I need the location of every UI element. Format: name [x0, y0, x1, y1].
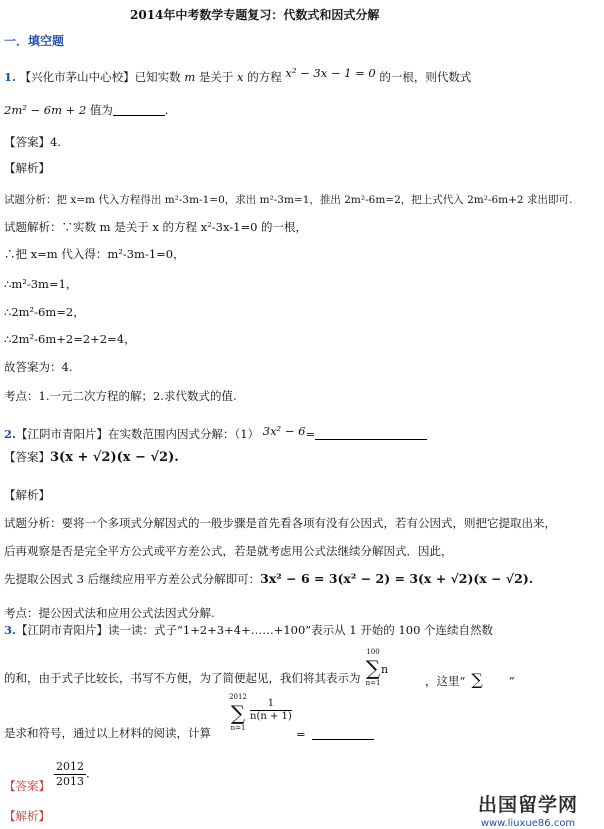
q1-line-1: 试题解析：∵实数 m 是关于 x 的方程 x²-3x-1=0 的一根，: [4, 220, 308, 234]
q2-answer: [4, 449, 179, 465]
q2-line-1: 试题分析：要将一个多项式分解因式的一般步骤是首先看各项有没有公因式，若有公因式，则把它提取出来，: [4, 516, 556, 530]
q3-sigma-inline: ∑: [471, 670, 483, 689]
q2-answer-blank: [315, 427, 427, 440]
q1-stem-e: 值为: [89, 103, 113, 117]
q1-number: 1.: [4, 70, 17, 84]
q1-stem-a: 已知实数: [134, 70, 181, 84]
q3-equals: =: [296, 727, 306, 741]
q2-stem: [4, 424, 427, 442]
q1-expression: 2m² − 6m + 2: [4, 103, 87, 117]
q3-answer-num: 2012: [56, 760, 84, 773]
q1-answer: 【答案】4.: [4, 135, 61, 149]
q3-number: 3.: [4, 623, 17, 637]
q2-source: 【江阴市青阳片】: [16, 427, 109, 441]
watermark-url: www.liuxue86.com: [480, 818, 576, 829]
q3-line-2-tail: [425, 670, 515, 689]
q3-line-2a: 的和，由于式子比较长，书写不方便，为了简便起见，我们将其表示为: [4, 671, 361, 685]
q3-answer-den: 2013: [56, 775, 84, 788]
q3-sum2-symbol: ∑: [230, 701, 246, 725]
q3-analysis-head: 【解析】: [4, 809, 50, 823]
q2-line-3b: 3x² − 6 = 3(x² − 2) = 3(x + √2)(x − √2).: [260, 571, 534, 586]
q3-sum2-bottom: n=1: [230, 724, 246, 732]
q3-sum-bottom: n=1: [365, 679, 381, 687]
q3-line-1: [4, 622, 493, 638]
q3-answer-end: .: [86, 766, 90, 781]
q3-line-2: [4, 670, 361, 686]
q3-answer-blank: [312, 727, 374, 740]
q1-stem-line1: [4, 66, 471, 85]
q1-stem-b: 是关于: [198, 70, 234, 84]
q1-stem-c: 的方程: [247, 70, 282, 84]
watermark-cn: 出国留学网: [478, 794, 579, 816]
q3-line-3: 是求和符号，通过以上材料的阅读，计算: [4, 726, 211, 740]
q2-equals: =: [305, 427, 316, 441]
q2-line-2: 后再观察是否是完全平方公式或平方差公式，若是就考虑用公式法继续分解因式．因此，: [4, 544, 453, 558]
q3-line-2d: ”: [508, 674, 515, 688]
q3-answer-frac: [54, 760, 86, 789]
q2-line-3: [4, 571, 533, 587]
q3-line-2b: ，这里“: [425, 674, 466, 688]
q1-line-7: 考点：1.一元二次方程的解；2.求代数式的值.: [4, 389, 237, 403]
q1-var-m: m: [184, 70, 196, 84]
q3-answer-label: 【答案】: [4, 779, 50, 793]
q3-frac-num: 1: [250, 698, 292, 711]
q2-answer-label: 【答案】: [4, 450, 50, 464]
q3-sum-notation: [363, 647, 383, 689]
q3-sum-var: n: [381, 663, 389, 676]
q1-line-3: ∴m²-3m=1，: [4, 277, 78, 291]
q1-line-4: ∴2m²-6m=2，: [4, 305, 85, 319]
section-heading: 一．填空题: [4, 34, 65, 48]
q1-line-2: ∴把 x=m 代入得：m²-3m-1=0，: [4, 247, 185, 261]
q1-line-0: 试题分析：把 x=m 代入方程得出 m²-3m-1=0，求出 m²-3m=1，推出 2m²-6m=2，把上式代入 2m²-6m+2 求出即可.: [4, 194, 573, 206]
q2-expression: 3x² − 6: [262, 424, 306, 438]
q1-line-5: ∴2m²-6m+2=2+2=4，: [4, 332, 136, 346]
q3-sum-symbol: ∑: [365, 656, 381, 680]
q3-answer: [4, 778, 50, 794]
q1-line-6: 故答案为：4.: [4, 360, 73, 374]
q2-analysis-head: 【解析】: [4, 488, 50, 502]
q3-source: 【江阴市青阳片】: [16, 623, 109, 637]
q3-frac: [250, 698, 292, 723]
q1-var-x: x: [237, 70, 244, 84]
q1-stem-d: 的一根，则代数式: [379, 70, 472, 84]
q1-source: 【兴化市茅山中心校】: [19, 70, 135, 84]
q3-line-1-text: 读一读：式子“1+2+3+4+……+100”表示从 1 开始的 100 个连续自然数: [108, 623, 494, 637]
q1-analysis-head: 【解析】: [4, 161, 50, 175]
q2-point: 考点：提公因式法和应用公式法因式分解.: [4, 606, 215, 620]
q1-equation: x² − 3x − 1 = 0: [285, 66, 376, 80]
q2-number: 2.: [4, 427, 17, 441]
page-title: 2014年中考数学专题复习：代数式和因式分解: [130, 8, 380, 22]
q3-equals-line: [296, 727, 374, 741]
q3-sum2-top: 2012: [229, 693, 247, 701]
q3-sum2-notation: [228, 692, 248, 734]
q3-sum-top: 100: [366, 648, 380, 656]
q3-fraction: [250, 698, 292, 723]
q3-answer-fraction: [54, 760, 90, 789]
q1-stem-line2: [4, 102, 169, 118]
q2-line-3a: 先提取公因式 3 后继续应用平方差公式分解即可：: [4, 572, 261, 586]
q2-stem-text: 在实数范围内因式分解：（1）: [108, 427, 260, 441]
q1-stem-end: .: [164, 103, 169, 117]
q1-answer-blank: [113, 103, 165, 116]
q2-answer-expr: 3(x + √2)(x − √2).: [50, 450, 179, 465]
q3-frac-den: n(n + 1): [250, 711, 292, 722]
watermark: [478, 790, 578, 829]
